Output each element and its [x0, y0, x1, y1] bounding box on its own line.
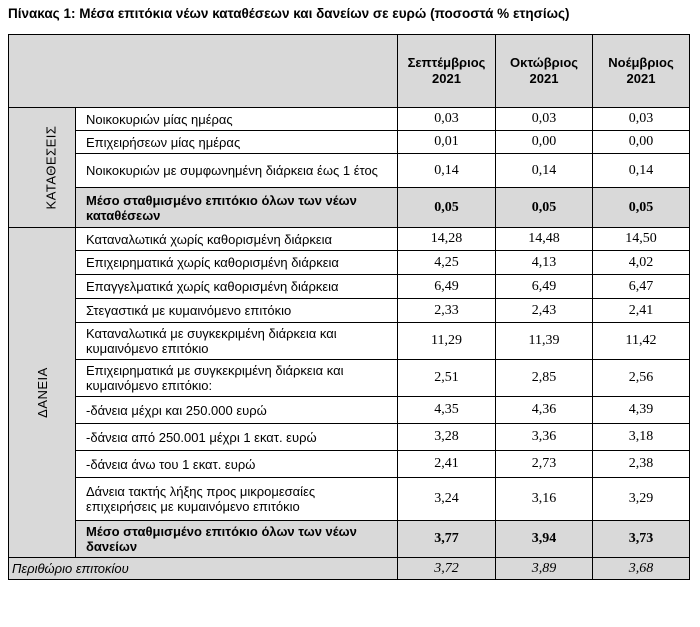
value-cell: 3,16 — [496, 478, 593, 521]
row-label: -δάνεια από 250.001 μέχρι 1 εκατ. ευρώ — [76, 424, 398, 451]
value-cell: 3,89 — [496, 558, 593, 580]
value-cell: 3,28 — [398, 424, 496, 451]
loans-section-label: ΔΑΝΕΙΑ — [34, 367, 50, 418]
deposits-section-label: ΚΑΤΑΘΕΣΕΙΣ — [43, 125, 59, 210]
value-cell: 0,05 — [496, 188, 593, 228]
row-label: Στεγαστικά με κυμαινόμενο επιτόκιο — [76, 299, 398, 323]
value-cell: 0,03 — [593, 108, 690, 131]
value-cell: 2,41 — [398, 451, 496, 478]
value-cell: 6,49 — [496, 275, 593, 299]
value-cell: 3,18 — [593, 424, 690, 451]
table-row — [9, 397, 690, 424]
row-label: Νοικοκυριών μίας ημέρας — [76, 108, 398, 131]
value-cell: 0,03 — [496, 108, 593, 131]
row-label: Νοικοκυριών με συμφωνημένη διάρκεια έως 1 έτος — [76, 154, 398, 188]
table-row — [9, 323, 690, 360]
value-cell: 6,49 — [398, 275, 496, 299]
column-header-november: Νοέμβριος 2021 — [593, 35, 690, 108]
value-cell: 2,73 — [496, 451, 593, 478]
header-blank-cell — [9, 35, 398, 108]
row-label: Επιχειρηματικά χωρίς καθορισμένη διάρκεια — [76, 251, 398, 275]
value-cell: 2,56 — [593, 360, 690, 397]
value-cell: 14,50 — [593, 228, 690, 251]
value-cell: 0,01 — [398, 131, 496, 154]
table-title: Πίνακας 1: Μέσα επιτόκια νέων καταθέσεων και δανείων σε ευρώ (ποσοστά % ετησίως) — [8, 6, 570, 21]
row-label: -δάνεια άνω του 1 εκατ. ευρώ — [76, 451, 398, 478]
value-cell: 0,05 — [398, 188, 496, 228]
value-cell: 4,25 — [398, 251, 496, 275]
row-label: Επιχειρηματικά με συγκεκριμένη διάρκεια και κυμαινόμενο επιτόκιο: — [76, 360, 398, 397]
loans-average-row — [9, 521, 690, 558]
loans-section-cell — [9, 228, 76, 558]
value-cell: 11,42 — [593, 323, 690, 360]
row-label: Μέσο σταθμισμένο επιτόκιο όλων των νέων δανείων — [76, 521, 398, 558]
table-row — [9, 478, 690, 521]
table-row — [9, 154, 690, 188]
value-cell: 3,77 — [398, 521, 496, 558]
header-row — [9, 35, 690, 108]
value-cell: 0,03 — [398, 108, 496, 131]
row-label: Μέσο σταθμισμένο επιτόκιο όλων των νέων καταθέσεων — [76, 188, 398, 228]
value-cell: 2,43 — [496, 299, 593, 323]
deposits-average-row — [9, 188, 690, 228]
value-cell: 3,68 — [593, 558, 690, 580]
value-cell: 14,28 — [398, 228, 496, 251]
value-cell: 0,14 — [398, 154, 496, 188]
value-cell: 2,51 — [398, 360, 496, 397]
value-cell: 0,00 — [593, 131, 690, 154]
interest-margin-row — [9, 558, 690, 580]
value-cell: 0,14 — [496, 154, 593, 188]
value-cell: 3,72 — [398, 558, 496, 580]
value-cell: 11,29 — [398, 323, 496, 360]
value-cell: 4,02 — [593, 251, 690, 275]
value-cell: 4,35 — [398, 397, 496, 424]
value-cell: 0,05 — [593, 188, 690, 228]
table-row — [9, 275, 690, 299]
value-cell: 3,73 — [593, 521, 690, 558]
column-header-september: Σεπτέμβριος 2021 — [398, 35, 496, 108]
value-cell: 2,85 — [496, 360, 593, 397]
value-cell: 4,13 — [496, 251, 593, 275]
value-cell: 0,00 — [496, 131, 593, 154]
table-row — [9, 360, 690, 397]
value-cell: 2,33 — [398, 299, 496, 323]
value-cell: 3,29 — [593, 478, 690, 521]
row-label: Δάνεια τακτής λήξης προς μικρομεσαίες επιχειρήσεις με κυμαινόμενο επιτόκιο — [76, 478, 398, 521]
table-row — [9, 228, 690, 251]
interest-rates-table — [8, 34, 690, 580]
table-row — [9, 424, 690, 451]
deposits-section-cell — [9, 108, 76, 228]
row-label: Επαγγελματικά χωρίς καθορισμένη διάρκεια — [76, 275, 398, 299]
table-row — [9, 131, 690, 154]
value-cell: 4,39 — [593, 397, 690, 424]
row-label: Περιθώριο επιτοκίου — [9, 558, 398, 580]
table-row — [9, 251, 690, 275]
value-cell: 2,41 — [593, 299, 690, 323]
table-row — [9, 299, 690, 323]
value-cell: 3,36 — [496, 424, 593, 451]
row-label: Επιχειρήσεων μίας ημέρας — [76, 131, 398, 154]
value-cell: 14,48 — [496, 228, 593, 251]
value-cell: 3,24 — [398, 478, 496, 521]
value-cell: 6,47 — [593, 275, 690, 299]
column-header-october: Οκτώβριος 2021 — [496, 35, 593, 108]
value-cell: 11,39 — [496, 323, 593, 360]
value-cell: 3,94 — [496, 521, 593, 558]
value-cell: 2,38 — [593, 451, 690, 478]
value-cell: 0,14 — [593, 154, 690, 188]
value-cell: 4,36 — [496, 397, 593, 424]
row-label: Καταναλωτικά με συγκεκριμένη διάρκεια και κυμαινόμενο επιτόκιο — [76, 323, 398, 360]
row-label: Καταναλωτικά χωρίς καθορισμένη διάρκεια — [76, 228, 398, 251]
table-row — [9, 451, 690, 478]
row-label: -δάνεια μέχρι και 250.000 ευρώ — [76, 397, 398, 424]
table-row — [9, 108, 690, 131]
